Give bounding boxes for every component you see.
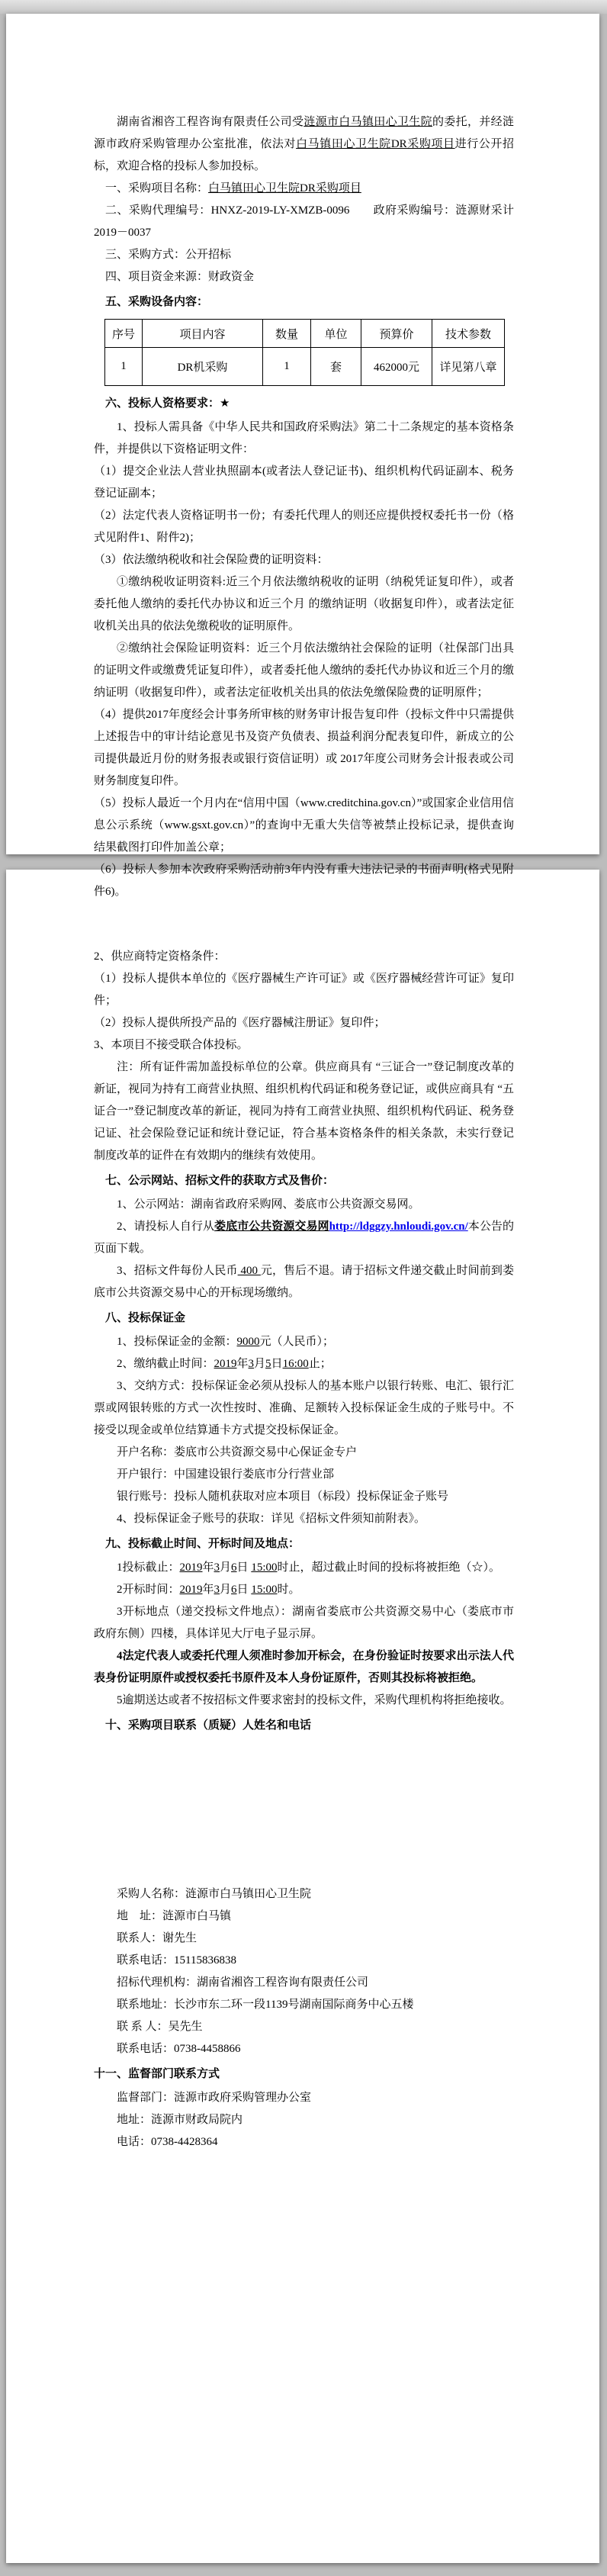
text-segment: 2、供应商特定资格条件： <box>94 950 226 963</box>
table-cell: 1 <box>105 348 143 386</box>
paragraph <box>94 1034 514 1056</box>
text-segment: 招标代理机构：湖南省湘咨工程咨询有限责任公司 <box>117 1976 369 1989</box>
paragraph <box>94 1972 514 1994</box>
text-segment: 5逾期送达或者不按招标文件要求密封的投标文件，采购代理机构将拒绝接收。 <box>117 1694 512 1706</box>
text-segment: 2019 <box>179 1561 203 1574</box>
text-segment: 采购人名称：涟源市白马镇田心卫生院 <box>117 1888 312 1900</box>
text-segment: 1投标截止： <box>117 1561 180 1574</box>
text-segment: 时止，超过截止时间的投标将被拒绝（☆）。 <box>277 1561 500 1574</box>
paragraph <box>94 244 514 266</box>
text-segment: 1、公示网站：湖南省政府采购网、娄底市公共资源交易网。 <box>117 1198 420 1211</box>
text-segment: 联系电话：0738-4458866 <box>117 2043 241 2055</box>
paragraph <box>94 1442 514 1464</box>
text-segment: 日 <box>236 1561 252 1574</box>
text-segment: 月 <box>220 1561 232 1574</box>
text-segment: 监督部门：涟源市政府采购管理办公室 <box>117 2092 312 2104</box>
text-segment: 二、采购代理编号：HNXZ-2019-LY-XMZB-0096 政府采购编号：涟源财采计 2019－0037 <box>94 204 514 239</box>
paragraph <box>94 2131 514 2153</box>
text-segment: 4法定代表人或委托代理人须准时参加开标会，在身份验证时按要求出示法人代表身份证明原件或授权委托书原件及本人身份证原件，否则其投标将被拒绝。 <box>94 1650 514 1684</box>
text-segment: 电话：0738-4428364 <box>117 2136 218 2148</box>
paragraph <box>94 1012 514 1034</box>
paragraph <box>94 1905 514 1928</box>
paragraph <box>94 416 514 461</box>
text-segment: 2、缴纳截止时间： <box>117 1358 214 1370</box>
text-segment: 白马镇田心卫生院DR采购项目 <box>208 182 361 195</box>
paragraph <box>94 461 514 505</box>
text-segment: （2）投标人提供所投产品的《医疗器械注册证》复印件； <box>94 1017 386 1029</box>
paragraph <box>94 1950 514 1972</box>
paragraph <box>94 1056 514 1167</box>
page-1 <box>6 14 599 898</box>
table-header-cell: 序号 <box>105 320 143 348</box>
text-segment: 3开标地点（递交投标文件地点）：湖南省娄底市公共资源交易中心（娄底市市政府东侧）四楼，具体详见大厅电子显示屏。 <box>94 1606 514 1640</box>
paragraph <box>94 1928 514 1950</box>
text-segment: 4、投标保证金子账号的获取：详见《招标文件须知前附表》。 <box>117 1513 426 1525</box>
text-segment: （3）依法缴纳税收和社会保险费的证明资料： <box>94 554 329 566</box>
table-cell: 1 <box>263 348 311 386</box>
top-margin-strip <box>0 0 607 14</box>
text-segment: 涟源市白马镇田心卫生院 <box>304 116 432 128</box>
text-segment: 元，售后不退。请于招标文件递交截止时间前到娄底市公共资源交易中心的开标现场缴纳。 <box>94 1265 514 1299</box>
text-segment: 年 <box>236 1358 249 1370</box>
text-segment: 3 <box>248 1358 255 1370</box>
text-segment: 元（人民币）； <box>259 1336 335 1348</box>
text-segment: 6 <box>231 1584 237 1596</box>
section-heading <box>94 1532 514 1555</box>
paragraph <box>94 1353 514 1375</box>
section-heading <box>94 1307 514 1329</box>
paragraph <box>94 968 514 1012</box>
paragraph <box>94 2038 514 2060</box>
table-row <box>105 348 505 386</box>
text-segment: 2、请投标人自行从 <box>117 1220 215 1233</box>
text-segment: 3、招标文件每份人民币 <box>117 1265 238 1277</box>
section-heading <box>94 291 514 313</box>
table-header-cell: 技术参数 <box>432 320 505 348</box>
text-segment: 三、采购方式：公开招标 <box>105 249 232 261</box>
text-segment: 联系电话：15115836838 <box>117 1954 236 1967</box>
text-segment: 止； <box>308 1358 332 1370</box>
section-heading <box>94 1714 514 1736</box>
text-segment: 6 <box>231 1561 237 1574</box>
paragraph <box>94 1645 514 1690</box>
text-segment: 时。 <box>277 1584 300 1596</box>
text-segment: 日 <box>236 1584 252 1596</box>
text-segment: 九、投标截止时间、开标时间及地点： <box>105 1537 300 1550</box>
paragraph <box>94 1994 514 2016</box>
paragraph <box>94 2016 514 2038</box>
text-segment: 地址：涟源市财政局院内 <box>117 2114 243 2126</box>
paragraph <box>94 111 514 178</box>
text-segment: 年 <box>202 1584 214 1596</box>
text-segment: 9000 <box>236 1336 260 1348</box>
text-segment: 5 <box>265 1358 271 1370</box>
paragraph <box>94 1260 514 1304</box>
text-segment: 2开标时间： <box>117 1584 180 1596</box>
text-segment: 月 <box>220 1584 232 1596</box>
text-segment: 15:00 <box>251 1561 278 1574</box>
paragraph <box>94 549 514 571</box>
text-segment: 400 <box>237 1265 261 1277</box>
text-segment: （1）投标人提供本单位的《医疗器械生产许可证》或《医疗器械经营许可证》复印件； <box>94 973 514 1007</box>
paragraph <box>94 178 514 200</box>
text-segment: 进行公开招标，欢迎合格的投标人参加投标。 <box>94 138 514 172</box>
text-segment: 开户名称：娄底市公共资源交易中心保证金专户 <box>117 1446 358 1458</box>
paragraph <box>94 1690 514 1712</box>
paragraph <box>94 1601 514 1645</box>
paragraph <box>94 1464 514 1486</box>
text-segment: （2）法定代表人资格证明书一份；有委托代理人的则还应提供授权委托书一份（格式见附件1、附件2)； <box>94 510 514 544</box>
paragraph <box>94 2087 514 2109</box>
paragraph <box>94 200 514 244</box>
table-header-row <box>105 320 505 348</box>
paragraph <box>94 1883 514 1905</box>
text-segment: 日 <box>271 1358 283 1370</box>
text-segment: 白马镇田心卫生院DR采购项目 <box>296 138 455 150</box>
text-segment: （5）投标人最近一个月内在“信用中国（www.creditchina.gov.cn）”或国家企业信用信息公示系统（www.gsxt.gov.cn）”的查询中无重大失信等被禁止投标记录，提供查询结果截图打印件加盖公章； <box>94 797 514 854</box>
paragraph <box>94 1375 514 1442</box>
text-segment: 十、采购项目联系（质疑）人姓名和电话 <box>105 1719 312 1732</box>
text-segment: 1、投标人需具备《中华人民共和国政府采购法》第二十二条规定的基本资格条件，并提供以下资格证明文件： <box>94 421 514 455</box>
page-2 <box>6 870 599 2563</box>
text-segment: 八、投标保证金 <box>105 1311 186 1324</box>
text-segment: 3、本项目不接受联合体投标。 <box>94 1039 249 1051</box>
text-segment: ②缴纳社会保险证明资料：近三个月依法缴纳社会保险的证明（社保部门出具的证明文件或缴费凭证复印件），或者委托他人缴纳的委托代办协议和近三个月的缴纳证明（收据复印件），或者法定征收机关出具的依法免缴保险费的证明原件； <box>94 642 514 699</box>
text-segment: 银行账号：投标人随机获取对应本项目（标段）投标保证金子账号 <box>117 1491 449 1503</box>
table-cell: DR机采购 <box>143 348 263 386</box>
text-segment: 的委托，并经涟源市政府采购管理办公室批准，依法对 <box>94 116 514 150</box>
text-segment: 湖南省湘咨工程咨询有限责任公司受 <box>117 116 304 128</box>
text-segment: （6）投标人参加本次政府采购活动前3年内没有重大违法记录的书面声明(格式见附件6)。 <box>94 863 514 898</box>
text-segment: 一、采购项目名称： <box>105 182 209 195</box>
section-heading <box>94 392 514 414</box>
paragraph <box>94 638 514 704</box>
paragraph <box>94 1579 514 1601</box>
paragraph <box>94 1557 514 1579</box>
text-segment: 注：所有证件需加盖投标单位的公章。供应商具有 “三证合一”登记制度改革的新证，视同为持有工商营业执照、组织机构代码证和税务登记证，或供应商具有 “五证合一”登记制度改革的新证，视同为持有工商营业执照、组织机构代码证、税务登记证、社会保险登记证和统计登记证，符合基本资格条件的相关条款，未实行登记制度改革的证件在有效期内的继续有效使用。 <box>94 1061 514 1162</box>
text-segment: 2019 <box>179 1584 203 1596</box>
table-header-cell: 单位 <box>311 320 361 348</box>
paragraph <box>94 946 514 968</box>
text-segment: 3 <box>214 1561 220 1574</box>
paragraph <box>94 266 514 288</box>
table-header-cell: 数量 <box>263 320 311 348</box>
section-heading <box>94 2063 514 2085</box>
paragraph <box>94 571 514 638</box>
paragraph <box>94 1486 514 1508</box>
text-segment: 联 系 人：吴先生 <box>117 2021 203 2033</box>
table-header-cell: 预算价 <box>361 320 432 348</box>
text-segment: （1）提交企业法人营业执照副本(或者法人登记证书)、组织机构代码证副本、税务登记证副本； <box>94 465 514 500</box>
text-segment: 联系人：谢先生 <box>117 1932 198 1944</box>
link-url[interactable]: http://ldggzy.hnloudi.gov.cn/ <box>329 1220 468 1233</box>
paragraph <box>94 793 514 859</box>
paragraph <box>94 2109 514 2131</box>
text-segment: ①缴纳税收证明资料:近三个月依法缴纳税收的证明（纳税凭证复印件），或者委托他人缴纳的委托代办协议和近三个月 的缴纳证明（收据复印件），或者法定征收机关出具的依法免缴税收的证明原件。 <box>94 576 514 632</box>
paragraph <box>94 1216 514 1260</box>
section-heading <box>94 1169 514 1192</box>
text-segment: 2019 <box>214 1358 237 1370</box>
page-1-content <box>94 111 514 903</box>
paragraph <box>94 704 514 793</box>
text-segment: 联系地址：长沙市东二环一段1139号湖南国际商务中心五楼 <box>117 1999 414 2011</box>
paragraph <box>94 1331 514 1353</box>
text-segment: 年 <box>202 1561 214 1574</box>
blank-space <box>94 1738 514 1883</box>
text-segment: 开户银行：中国建设银行娄底市分行营业部 <box>117 1468 335 1481</box>
text-segment: 十一、监督部门联系方式 <box>94 2067 220 2080</box>
text-segment: 七、公示网站、招标文件的获取方式及售价： <box>105 1174 335 1187</box>
text-segment: 四、项目资金来源：财政资金 <box>105 271 255 283</box>
paragraph <box>94 505 514 549</box>
text-segment: 本公告的页面下载。 <box>94 1220 514 1255</box>
page-2-content <box>94 946 514 2153</box>
text-segment: 15:00 <box>251 1584 278 1596</box>
table-cell: 详见第八章 <box>432 348 505 386</box>
table-cell: 462000元 <box>361 348 432 386</box>
text-segment: 1、投标保证金的金额： <box>117 1336 237 1348</box>
table-header-cell: 项目内容 <box>143 320 263 348</box>
text-segment: （4）提供2017年度经会计事务所审核的财务审计报告复印件（投标文件中只需提供上述报告中的审计结论意见书及资产负债表、损益利润分配表复印件，新成立的公司提供最近月份的财务报表或银行资信证明）或 2017年度公司财务会计报表或公司财务制度复印件。 <box>94 709 514 787</box>
paragraph <box>94 1508 514 1530</box>
paragraph <box>94 1194 514 1216</box>
text-segment: 16:00 <box>282 1358 309 1370</box>
text-segment: 月 <box>254 1358 266 1370</box>
text-segment: 3、交纳方式：投标保证金必须从投标人的基本账户以银行转账、电汇、银行汇票或网银转账的方式一次性按时、准确、足额转入投标保证金生成的子账号中。不接受以现金或单位结算通卡方式提交投标保证金。 <box>94 1380 514 1436</box>
text-segment: 娄底市公共资源交易网 <box>214 1220 329 1233</box>
equipment-table <box>104 319 505 386</box>
table-cell: 套 <box>311 348 361 386</box>
text-segment: 六、投标人资格要求：★ <box>105 397 230 410</box>
text-segment: 五、采购设备内容： <box>105 295 209 308</box>
text-segment: 地 址：涟源市白马镇 <box>117 1910 232 1922</box>
text-segment: 3 <box>214 1584 220 1596</box>
